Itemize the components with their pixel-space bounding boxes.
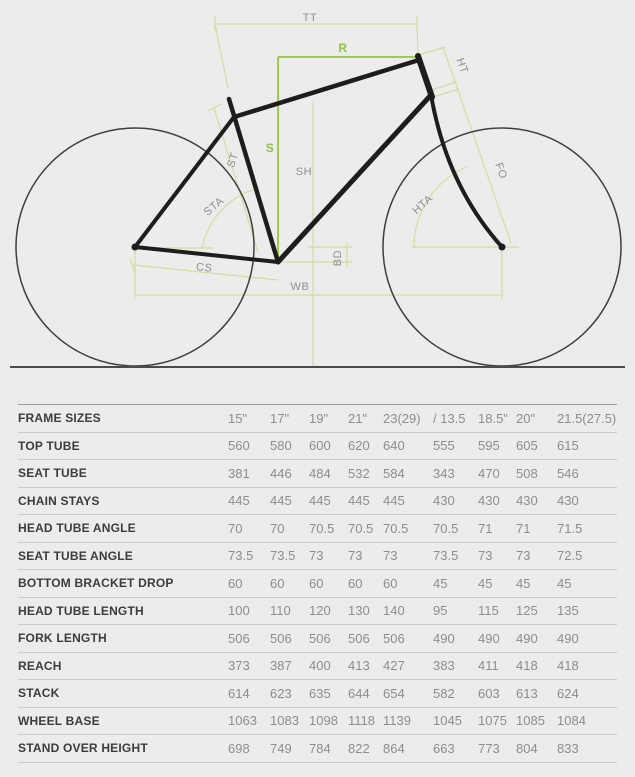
row-value: 624: [557, 685, 579, 701]
label-fork-length: FO: [492, 161, 510, 181]
label-wheel-base: WB: [290, 281, 310, 293]
label-seat-tube: ST: [225, 150, 242, 170]
row-value: 72.5: [557, 548, 583, 564]
row-value: 1045: [433, 713, 462, 729]
row-value: 73: [516, 548, 531, 564]
fork-blade: [431, 95, 502, 247]
row-value: 387: [270, 658, 292, 674]
row-value: 506: [383, 630, 405, 646]
row-value: 506: [348, 630, 370, 646]
row-value: 60: [228, 575, 243, 591]
row-value: 70.5: [433, 520, 459, 536]
row-label: HEAD TUBE LENGTH: [18, 603, 144, 618]
row-value: 470: [478, 465, 500, 481]
row-value: 445: [228, 493, 250, 509]
row-value: 1098: [309, 713, 338, 729]
row-value: 1084: [557, 713, 586, 729]
table-row: [18, 680, 617, 708]
row-value: 115: [478, 603, 499, 619]
row-value: 506: [309, 630, 331, 646]
row-value: 613: [516, 685, 538, 701]
table-row: [18, 735, 617, 763]
label-head-tube: HT: [453, 56, 471, 76]
row-value: 1139: [383, 713, 411, 729]
bike-frame: [135, 56, 502, 262]
row-value: 60: [383, 575, 398, 591]
row-value: 605: [516, 438, 538, 454]
row-value: 60: [348, 575, 363, 591]
row-value: 21": [348, 410, 368, 426]
row-value: 484: [309, 465, 331, 481]
table-row: [18, 460, 617, 488]
row-value: 773: [478, 740, 500, 756]
row-value: 430: [557, 493, 579, 509]
row-value: 640: [383, 438, 405, 454]
row-value: 623: [270, 685, 292, 701]
row-value: 560: [228, 438, 250, 454]
row-value: 60: [270, 575, 285, 591]
row-value: 445: [270, 493, 292, 509]
row-label: WHEEL BASE: [18, 713, 100, 728]
row-value: 135: [557, 603, 579, 619]
row-value: 400: [309, 658, 331, 674]
row-value: 1085: [516, 713, 545, 729]
row-value: 546: [557, 465, 579, 481]
row-value: 582: [433, 685, 455, 701]
front-axle-dot: [499, 244, 506, 251]
row-value: 73: [478, 548, 493, 564]
down-tube: [278, 95, 431, 262]
row-value: 73: [383, 548, 398, 564]
row-value: 430: [478, 493, 500, 509]
row-value: 73.5: [228, 548, 254, 564]
row-value: / 13.5: [433, 410, 466, 426]
row-label: SEAT TUBE: [18, 466, 87, 481]
row-label: STACK: [18, 686, 60, 701]
row-value: 418: [516, 658, 538, 674]
label-seat-tube-angle: STA: [201, 194, 227, 219]
row-value: 784: [309, 740, 331, 756]
row-value: 580: [270, 438, 292, 454]
row-value: 490: [433, 630, 455, 646]
table-row: [18, 405, 617, 433]
row-value: 20": [516, 410, 536, 426]
row-value: 140: [383, 603, 405, 619]
row-label: REACH: [18, 658, 62, 673]
row-value: 71: [478, 520, 493, 536]
row-value: 45: [478, 575, 493, 591]
row-value: 508: [516, 465, 538, 481]
row-value: 45: [516, 575, 531, 591]
row-value: 635: [309, 685, 331, 701]
geometry-table: [18, 404, 617, 763]
row-label: SEAT TUBE ANGLE: [18, 548, 134, 563]
table-row: [18, 707, 617, 735]
row-value: 418: [557, 658, 579, 674]
row-value: 373: [228, 658, 250, 674]
row-value: 1083: [270, 713, 299, 729]
row-value: 95: [433, 603, 448, 619]
row-value: 833: [557, 740, 579, 756]
row-label: HEAD TUBE ANGLE: [18, 521, 136, 536]
row-value: 19": [309, 410, 329, 426]
label-head-tube-angle: HTA: [410, 192, 436, 217]
top-tube: [234, 60, 419, 117]
row-value: 490: [478, 630, 500, 646]
row-value: 73.5: [270, 548, 296, 564]
table-row: [18, 542, 617, 570]
row-value: 343: [433, 465, 455, 481]
row-value: 445: [383, 493, 405, 509]
label-chain-stays: CS: [195, 261, 214, 275]
row-value: 381: [228, 465, 250, 481]
row-value: 490: [516, 630, 538, 646]
seat-stay-tube: [135, 117, 234, 247]
row-label: STAND OVER HEIGHT: [18, 741, 148, 756]
row-value: 822: [348, 740, 370, 756]
row-value: 73: [348, 548, 363, 564]
row-value: 100: [228, 603, 250, 619]
row-label: BOTTOM BRACKET DROP: [18, 576, 174, 591]
row-value: 864: [383, 740, 405, 756]
row-value: 698: [228, 740, 250, 756]
row-value: 555: [433, 438, 455, 454]
row-label: FRAME SIZES: [18, 411, 101, 426]
table-row: [18, 432, 617, 460]
top-tube-extension-left: [215, 24, 228, 88]
row-value: 663: [433, 740, 455, 756]
rear-axle-dot: [132, 244, 139, 251]
row-value: 70.5: [309, 520, 335, 536]
row-value: 615: [557, 438, 579, 454]
row-value: 1075: [478, 713, 507, 729]
row-value: 430: [516, 493, 538, 509]
row-value: 532: [348, 465, 370, 481]
row-value: 18.5": [478, 410, 508, 426]
row-value: 110: [270, 603, 291, 619]
row-value: 383: [433, 658, 455, 674]
head-tube-dim-tick-top: [419, 47, 445, 55]
row-value: 603: [478, 685, 500, 701]
head-tube-dim-tick-bottom: [431, 82, 457, 90]
row-value: 445: [309, 493, 331, 509]
row-value: 430: [433, 493, 455, 509]
label-bb-drop: BD: [332, 249, 344, 267]
row-value: 411: [478, 658, 499, 674]
row-value: 446: [270, 465, 292, 481]
row-value: 600: [309, 438, 331, 454]
row-value: 71.5: [557, 520, 583, 536]
row-value: 45: [557, 575, 572, 591]
table-row: [18, 487, 617, 515]
label-stack: S: [265, 141, 275, 155]
row-value: 70: [270, 520, 285, 536]
label-top-tube: TT: [302, 12, 318, 24]
row-value: 71: [516, 520, 531, 536]
row-value: 125: [516, 603, 538, 619]
row-value: 15": [228, 410, 248, 426]
row-value: 70.5: [383, 520, 409, 536]
row-label: CHAIN STAYS: [18, 493, 100, 508]
row-label: FORK LENGTH: [18, 631, 107, 646]
table-row: [18, 515, 617, 543]
row-value: 73.5: [433, 548, 459, 564]
row-value: 23(29): [383, 410, 421, 426]
table-row: [18, 570, 617, 598]
row-value: 17": [270, 410, 290, 426]
row-value: 490: [557, 630, 579, 646]
top-tube-extension-right: [417, 24, 418, 55]
row-value: 506: [270, 630, 292, 646]
row-value: 70.5: [348, 520, 374, 536]
fork-dim-tick-top: [433, 89, 459, 97]
head-tube: [418, 56, 432, 97]
row-value: 413: [348, 658, 370, 674]
label-stand-over-height: SH: [295, 166, 313, 178]
table-row: [18, 652, 617, 680]
row-label: TOP TUBE: [18, 438, 80, 453]
row-value: 506: [228, 630, 250, 646]
row-value: 1063: [228, 713, 257, 729]
row-value: 620: [348, 438, 370, 454]
row-value: 1118: [348, 713, 375, 729]
row-value: 584: [383, 465, 405, 481]
geometry-table-body: [18, 405, 617, 763]
row-value: 120: [309, 603, 331, 619]
row-value: 60: [309, 575, 324, 591]
table-row: [18, 597, 617, 625]
row-value: 45: [433, 575, 448, 591]
row-value: 614: [228, 685, 250, 701]
row-value: 130: [348, 603, 370, 619]
row-value: 804: [516, 740, 538, 756]
row-value: 21.5(27.5): [557, 410, 617, 426]
row-value: 654: [383, 685, 405, 701]
row-value: 644: [348, 685, 370, 701]
label-reach: R: [338, 41, 348, 55]
table-row: [18, 625, 617, 653]
row-value: 445: [348, 493, 370, 509]
row-value: 70: [228, 520, 243, 536]
row-value: 73: [309, 548, 324, 564]
row-value: 595: [478, 438, 500, 454]
row-value: 427: [383, 658, 405, 674]
row-value: 749: [270, 740, 292, 756]
